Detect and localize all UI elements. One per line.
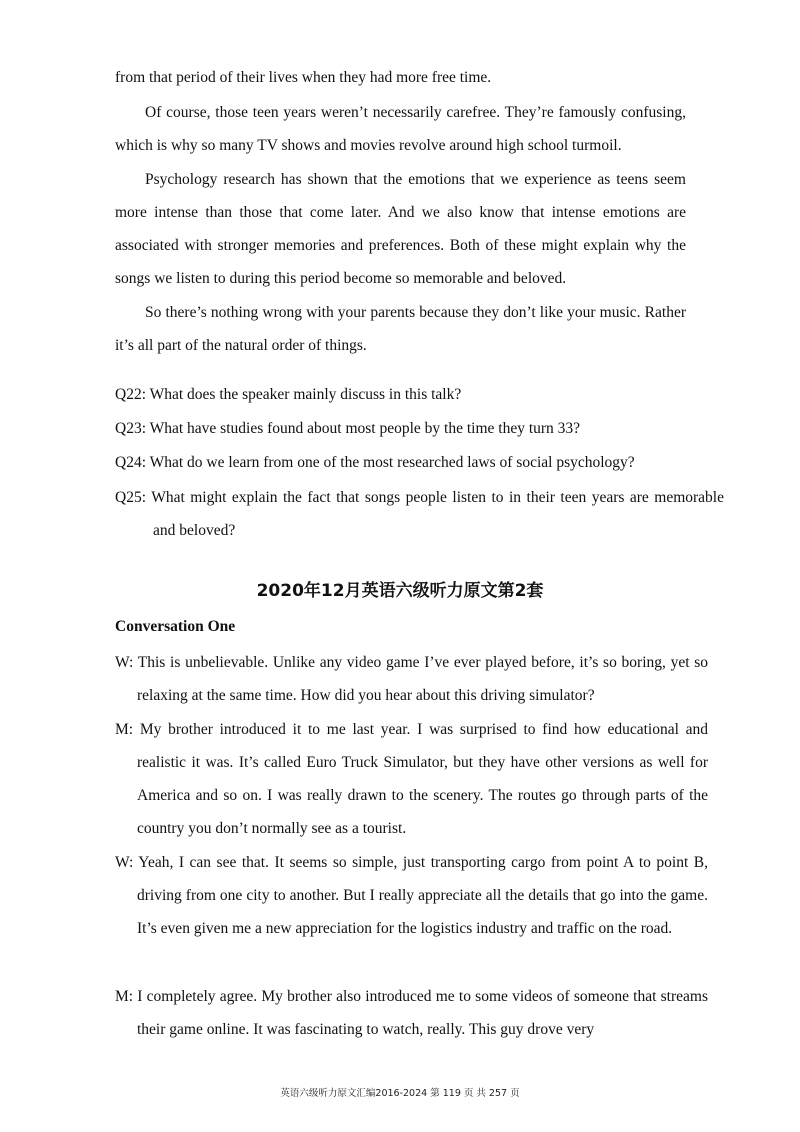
question-q22: Q22: What does the speaker mainly discuss in this talk?: [115, 386, 462, 403]
paragraph-teen-years: Of course, those teen years weren’t necessarily carefree. They’re famously confusing, which is why so many TV shows and movies revolve around high school turmoil.: [115, 104, 686, 154]
dialogue-line-4: M: I completely agree. My brother also introduced me to some videos of someone that streams their game online. It was fascinating to watch, really. This guy drove very: [115, 988, 708, 1038]
page-footer: 英语六级听力原文汇编2016-2024 第 119 页 共 257 页: [280, 1088, 520, 1099]
conversation-title: Conversation One: [115, 618, 236, 635]
question-q23: Q23: What have studies found about most people by the time they turn 33?: [115, 420, 581, 437]
question-q24: Q24: What do we learn from one of the most researched laws of social psychology?: [115, 454, 635, 471]
question-q25: Q25: What might explain the fact that songs people listen to in their teen years are memorable and beloved?: [115, 489, 724, 539]
dialogue-line-2: M: My brother introduced it to me last year. I was surprised to find how educational and realistic it was. It’s called Euro Truck Simulator, but they have other versions as well for America and so on. I was really drawn to the scenery. The routes go through parts of the country you don’t normally see as a tourist.: [115, 721, 708, 837]
paragraph-psychology-research: Psychology research has shown that the emotions that we experience as teens seem more intense than those that come later. And we also know that intense emotions are associated with stronger memories and preferences. Both of these might explain why the songs we listen to during this period become so memorable and beloved.: [115, 171, 686, 287]
dialogue-line-1: W: This is unbelievable. Unlike any video game I’ve ever played before, it’s so boring, yet so relaxing at the same time. How did you hear about this driving simulator?: [115, 654, 708, 704]
paragraph-continuation: from that period of their lives when they had more free time.: [115, 69, 492, 86]
dialogue-line-3: W: Yeah, I can see that. It seems so simple, just transporting cargo from point A to point B, driving from one city to another. But I really appreciate all the details that go into the game. It’s even given me a new appreciation for the logistics industry and traffic on the road.: [115, 854, 708, 937]
paragraph-conclusion: So there’s nothing wrong with your parents because they don’t like your music. Rather it’s all part of the natural order of things.: [115, 304, 686, 354]
section-title: 2020年12月英语六级听力原文第2套: [256, 581, 544, 601]
